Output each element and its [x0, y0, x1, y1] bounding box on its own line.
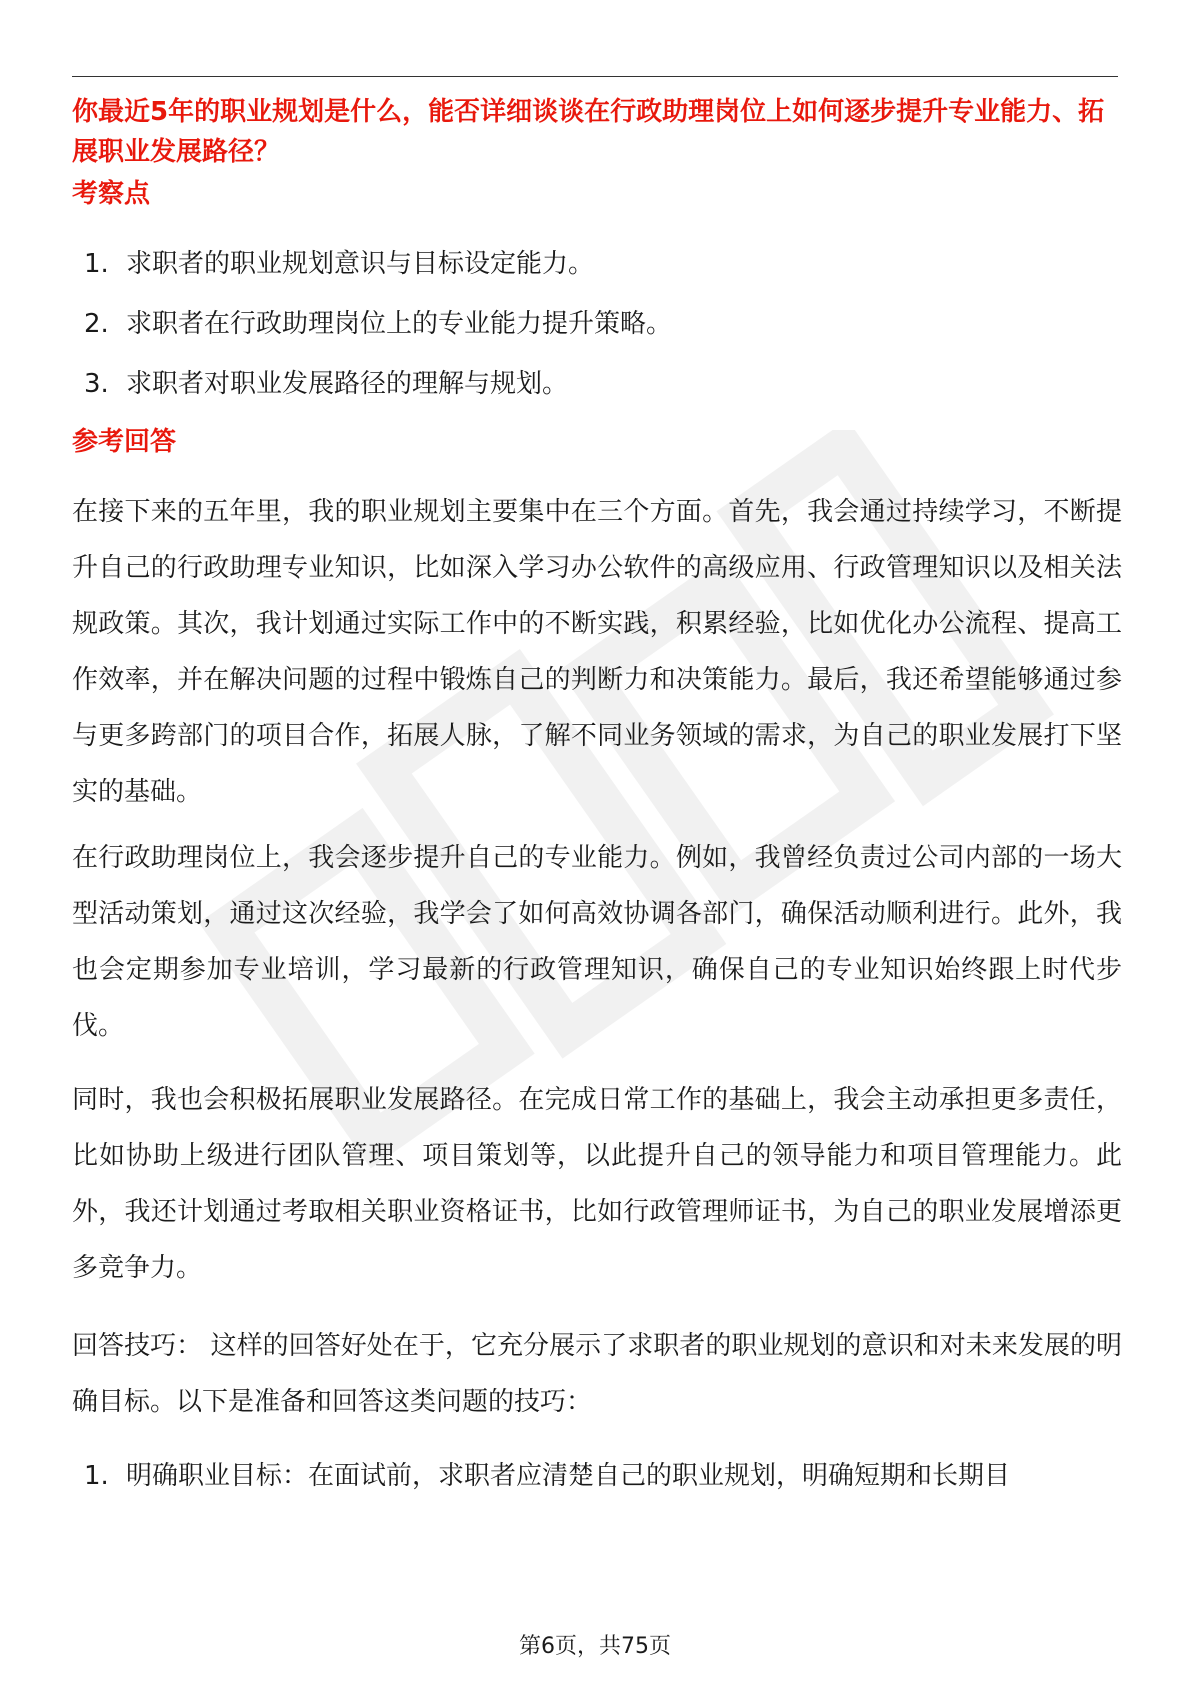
top-divider [72, 76, 1118, 77]
answer-paragraph-3: 同时，我也会积极拓展职业发展路径。在完成日常工作的基础上，我会主动承担更多责任，比如协助上级进行团队管理、项目策划等，以此提升自己的领导能力和项目管理能力。此外，我还计划通过考取相关职业资格证书，比如行政管理师证书，为自己的职业发展增添更多竞争力。 [72, 1085, 1122, 1283]
list-item: 3. 求职者对职业发展路径的理解与规划。 [84, 369, 569, 399]
list-item: 2. 求职者在行政助理岗位上的专业能力提升策略。 [84, 309, 673, 339]
list-item: 1. 求职者的职业规划意识与目标设定能力。 [84, 249, 595, 279]
interview-question: 你最近5年的职业规划是什么，能否详细谈谈在行政助理岗位上如何逐步提升专业能力、拓展职业发展路径？ [72, 97, 1105, 167]
list-item: 1. 明确职业目标：在面试前，求职者应清楚自己的职业规划，明确短期和长期目 [84, 1461, 1011, 1491]
reference-answer-heading: 参考回答 [72, 427, 177, 457]
answer-tips-intro: 回答技巧： 这样的回答好处在于，它充分展示了求职者的职业规划的意识和对未来发展的明确目标。以下是准备和回答这类问题的技巧： [72, 1331, 1122, 1417]
page-number: 第6页，共75页 [519, 1634, 671, 1659]
exam-points-heading: 考察点 [72, 179, 151, 209]
exam-points-list [84, 246, 1124, 402]
tips-list [84, 1458, 1124, 1498]
answer-paragraph-1: 在接下来的五年里，我的职业规划主要集中在三个方面。首先，我会通过持续学习，不断提升自己的行政助理专业知识，比如深入学习办公软件的高级应用、行政管理知识以及相关法规政策。其次，我计划通过实际工作中的不断实践，积累经验，比如优化办公流程、提高工作效率，并在解决问题的过程中锻炼自己的判断力和决策能力。最后，我还希望能够通过参与更多跨部门的项目合作，拓展人脉，了解不同业务领域的需求，为自己的职业发展打下坚实的基础。 [72, 497, 1122, 807]
answer-paragraph-2: 在行政助理岗位上，我会逐步提升自己的专业能力。例如，我曾经负责过公司内部的一场大型活动策划，通过这次经验，我学会了如何高效协调各部门，确保活动顺利进行。此外，我也会定期参加专业培训，学习最新的行政管理知识，确保自己的专业知识始终跟上时代步伐。 [72, 843, 1122, 1041]
